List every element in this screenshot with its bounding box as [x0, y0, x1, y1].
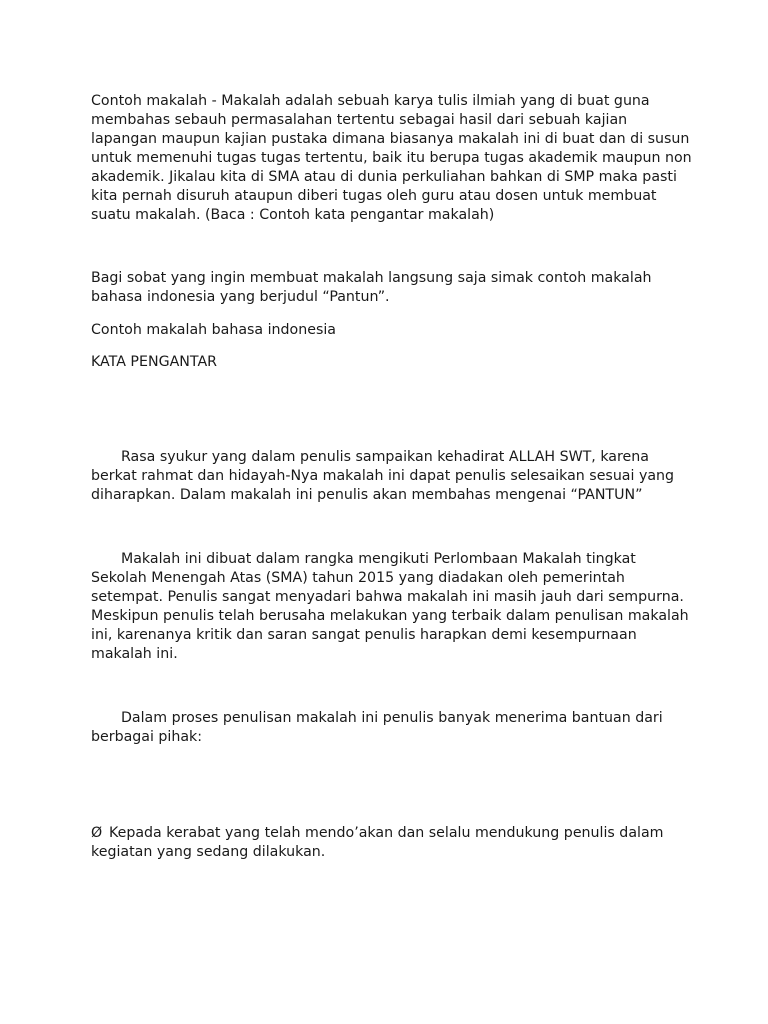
- text-line: berbagai pihak:: [91, 729, 203, 745]
- process-paragraph: [91, 709, 691, 747]
- text-line: Sekolah Menengah Atas (SMA) tahun 2015 yang diadakan oleh pemerintah: [91, 570, 625, 586]
- text-line: suatu makalah. (Baca : Contoh kata pengantar makalah): [91, 207, 495, 223]
- text-line: KATA PENGANTAR: [91, 354, 218, 370]
- text-line: ini, karenanya kritik dan saran sangat penulis harapkan demi kesempurnaan: [91, 627, 637, 643]
- text-line: membahas sebauh permasalahan tertentu sebagai hasil dari sebuah kajian: [91, 112, 628, 128]
- text-line: kita pernah disuruh ataupun diberi tugas oleh guru atau dosen untuk membuat: [91, 188, 657, 204]
- text-line: akademik. Jikalau kita di SMA atau di dunia perkuliahan bahkan di SMP maka pasti: [91, 169, 677, 185]
- purpose-paragraph: [91, 550, 691, 664]
- text-line: makalah ini.: [91, 646, 178, 662]
- text-line: berkat rahmat dan hidayah-Nya makalah ini dapat penulis selesaikan sesuai yang: [91, 468, 675, 484]
- text-line: Contoh makalah bahasa indonesia: [91, 322, 336, 338]
- gratitude-paragraph: [91, 448, 691, 505]
- text-line: [91, 448, 691, 467]
- text-line: Meskipun penulis telah berusaha melakukan yang terbaik dalam penulisan makalah: [91, 608, 689, 624]
- text-line: [91, 709, 691, 728]
- bullet-symbol: Ø: [91, 825, 103, 841]
- text-line: Bagi sobat yang ingin membuat makalah langsung saja simak contoh makalah: [91, 270, 652, 286]
- document-subtitle: [91, 321, 691, 340]
- text-span: Dalam proses penulisan makalah ini penulis banyak menerima bantuan dari: [121, 710, 663, 726]
- text-line: kegiatan yang sedang dilakukan.: [91, 844, 326, 860]
- text-line: setempat. Penulis sangat menyadari bahwa makalah ini masih jauh dari sempurna.: [91, 589, 684, 605]
- invite-paragraph: [91, 269, 691, 307]
- text-span: Kepada kerabat yang telah mendo’akan dan selalu mendukung penulis dalam: [109, 825, 664, 841]
- text-line: diharapkan. Dalam makalah ini penulis akan membahas mengenai “PANTUN”: [91, 487, 643, 503]
- text-span: Makalah ini dibuat dalam rangka mengikuti Perlombaan Makalah tingkat: [121, 551, 636, 567]
- section-heading: [91, 353, 691, 372]
- bullet-list-item: [91, 824, 691, 862]
- text-line: [91, 550, 691, 569]
- text-line: untuk memenuhi tugas tugas tertentu, baik itu berupa tugas akademik maupun non: [91, 150, 692, 166]
- text-line: [91, 824, 691, 843]
- intro-paragraph: [91, 92, 691, 225]
- text-line: Contoh makalah - Makalah adalah sebuah karya tulis ilmiah yang di buat guna: [91, 93, 650, 109]
- text-line: bahasa indonesia yang berjudul “Pantun”.: [91, 289, 390, 305]
- text-line: lapangan maupun kajian pustaka dimana biasanya makalah ini di buat dan di susun: [91, 131, 690, 147]
- text-span: Rasa syukur yang dalam penulis sampaikan kehadirat ALLAH SWT, karena: [121, 449, 649, 465]
